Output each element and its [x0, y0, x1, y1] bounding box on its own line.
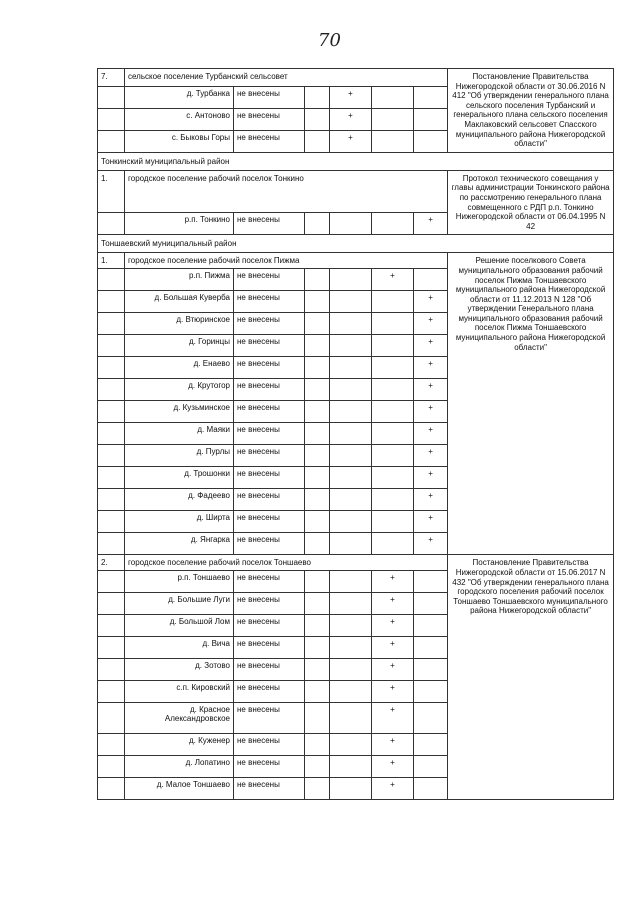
- mark-cell: +: [372, 593, 414, 615]
- mark-cell: [330, 571, 372, 593]
- mark-cell: [330, 423, 372, 445]
- mark-cell: [305, 313, 330, 335]
- mark-cell: [305, 467, 330, 489]
- empty-number-cell: [98, 533, 125, 555]
- empty-number-cell: [98, 108, 125, 130]
- mark-cell: [414, 269, 448, 291]
- locality-name: с. Быковы Горы: [125, 130, 234, 152]
- locality-name: д. Трошонки: [125, 467, 234, 489]
- locality-name: д. Крутогор: [125, 379, 234, 401]
- mark-cell: +: [372, 637, 414, 659]
- mark-cell: [330, 681, 372, 703]
- mark-cell: [414, 593, 448, 615]
- mark-cell: [414, 734, 448, 756]
- mark-cell: +: [414, 401, 448, 423]
- settlement-header-row: [98, 69, 614, 87]
- mark-cell: +: [414, 313, 448, 335]
- status-cell: не внесены: [234, 357, 305, 379]
- legal-document: Постановление Правительства Нижегородской области от 15.06.2017 N 432 "Об утверждении генерального плана городского поселения рабочий поселок Тоншаево Тоншаевского муниципального района Нижегородской области": [448, 555, 614, 800]
- status-cell: не внесены: [234, 213, 305, 235]
- locality-name: р.п. Тоншаево: [125, 571, 234, 593]
- empty-number-cell: [98, 86, 125, 108]
- settlement-header-row: [98, 555, 614, 571]
- master-plan-table: [97, 68, 614, 800]
- mark-cell: +: [372, 659, 414, 681]
- mark-cell: [330, 291, 372, 313]
- mark-cell: [372, 313, 414, 335]
- mark-cell: [372, 108, 414, 130]
- mark-cell: [330, 593, 372, 615]
- status-cell: не внесены: [234, 659, 305, 681]
- locality-name: д. Фадеево: [125, 489, 234, 511]
- mark-cell: [372, 86, 414, 108]
- district-title: Тоншаевский муниципальный район: [98, 235, 614, 253]
- status-cell: не внесены: [234, 335, 305, 357]
- mark-cell: [305, 615, 330, 637]
- settlement-title: городское поселение рабочий поселок Тонкино: [125, 170, 448, 213]
- mark-cell: +: [414, 379, 448, 401]
- legal-document: Постановление Правительства Нижегородской области от 30.06.2016 N 412 "Об утверждении генерального плана сельского поселения Турбанский и генерального плана сельского поселения Маклаковский сельсовет Спасского муниципального района Нижегородской области": [448, 69, 614, 153]
- mark-cell: [414, 571, 448, 593]
- mark-cell: +: [372, 615, 414, 637]
- mark-cell: [372, 511, 414, 533]
- mark-cell: +: [414, 423, 448, 445]
- mark-cell: [330, 269, 372, 291]
- mark-cell: [305, 533, 330, 555]
- mark-cell: +: [330, 130, 372, 152]
- empty-number-cell: [98, 423, 125, 445]
- empty-number-cell: [98, 681, 125, 703]
- mark-cell: [305, 213, 330, 235]
- status-cell: не внесены: [234, 86, 305, 108]
- locality-name: д. Ширта: [125, 511, 234, 533]
- mark-cell: [305, 637, 330, 659]
- mark-cell: [330, 467, 372, 489]
- mark-cell: [305, 445, 330, 467]
- mark-cell: [330, 615, 372, 637]
- status-cell: не внесены: [234, 313, 305, 335]
- empty-number-cell: [98, 401, 125, 423]
- settlement-title: сельское поселение Турбанский сельсовет: [125, 69, 448, 87]
- mark-cell: [372, 533, 414, 555]
- empty-number-cell: [98, 489, 125, 511]
- empty-number-cell: [98, 703, 125, 734]
- mark-cell: [330, 335, 372, 357]
- mark-cell: [372, 335, 414, 357]
- mark-cell: [372, 130, 414, 152]
- mark-cell: [330, 379, 372, 401]
- empty-number-cell: [98, 313, 125, 335]
- mark-cell: [372, 401, 414, 423]
- settlement-header-row: [98, 170, 614, 213]
- mark-cell: [372, 213, 414, 235]
- locality-name: д. Енаево: [125, 357, 234, 379]
- empty-number-cell: [98, 615, 125, 637]
- empty-number-cell: [98, 511, 125, 533]
- mark-cell: +: [372, 756, 414, 778]
- mark-cell: [414, 703, 448, 734]
- mark-cell: [414, 637, 448, 659]
- mark-cell: [414, 130, 448, 152]
- empty-number-cell: [98, 291, 125, 313]
- settlement-number: 2.: [98, 555, 125, 571]
- locality-name: д. Пурлы: [125, 445, 234, 467]
- status-cell: не внесены: [234, 533, 305, 555]
- mark-cell: +: [414, 357, 448, 379]
- mark-cell: [372, 489, 414, 511]
- mark-cell: [330, 637, 372, 659]
- empty-number-cell: [98, 130, 125, 152]
- status-cell: не внесены: [234, 291, 305, 313]
- status-cell: не внесены: [234, 379, 305, 401]
- locality-name: д. Втюринское: [125, 313, 234, 335]
- mark-cell: [305, 291, 330, 313]
- mark-cell: [330, 313, 372, 335]
- locality-name: д. Турбанка: [125, 86, 234, 108]
- locality-name: д. Вича: [125, 637, 234, 659]
- mark-cell: [330, 357, 372, 379]
- locality-name: д. Большие Луги: [125, 593, 234, 615]
- mark-cell: [330, 401, 372, 423]
- district-row: [98, 235, 614, 253]
- mark-cell: +: [414, 445, 448, 467]
- mark-cell: [330, 445, 372, 467]
- mark-cell: +: [414, 511, 448, 533]
- mark-cell: [305, 335, 330, 357]
- mark-cell: [305, 269, 330, 291]
- mark-cell: [305, 734, 330, 756]
- locality-name: д. Лопатино: [125, 756, 234, 778]
- settlement-number: 1.: [98, 170, 125, 213]
- mark-cell: [305, 357, 330, 379]
- mark-cell: [305, 659, 330, 681]
- mark-cell: [330, 703, 372, 734]
- mark-cell: [372, 357, 414, 379]
- empty-number-cell: [98, 213, 125, 235]
- status-cell: не внесены: [234, 637, 305, 659]
- empty-number-cell: [98, 445, 125, 467]
- mark-cell: +: [372, 734, 414, 756]
- mark-cell: [414, 615, 448, 637]
- mark-cell: [305, 130, 330, 152]
- mark-cell: +: [414, 291, 448, 313]
- mark-cell: [414, 778, 448, 800]
- mark-cell: +: [414, 533, 448, 555]
- mark-cell: [330, 734, 372, 756]
- status-cell: не внесены: [234, 756, 305, 778]
- empty-number-cell: [98, 379, 125, 401]
- mark-cell: [372, 423, 414, 445]
- mark-cell: [305, 778, 330, 800]
- locality-name: д. Горинцы: [125, 335, 234, 357]
- mark-cell: +: [372, 269, 414, 291]
- mark-cell: [414, 681, 448, 703]
- mark-cell: [330, 213, 372, 235]
- mark-cell: [330, 489, 372, 511]
- mark-cell: +: [414, 467, 448, 489]
- empty-number-cell: [98, 269, 125, 291]
- status-cell: не внесены: [234, 401, 305, 423]
- status-cell: не внесены: [234, 681, 305, 703]
- district-row: [98, 152, 614, 170]
- status-cell: не внесены: [234, 489, 305, 511]
- mark-cell: [372, 467, 414, 489]
- status-cell: не внесены: [234, 511, 305, 533]
- empty-number-cell: [98, 571, 125, 593]
- locality-name: д. Зотово: [125, 659, 234, 681]
- mark-cell: [305, 511, 330, 533]
- status-cell: не внесены: [234, 467, 305, 489]
- mark-cell: +: [372, 778, 414, 800]
- mark-cell: [305, 423, 330, 445]
- empty-number-cell: [98, 593, 125, 615]
- settlement-header-row: [98, 253, 614, 269]
- mark-cell: +: [330, 108, 372, 130]
- status-cell: не внесены: [234, 703, 305, 734]
- mark-cell: +: [372, 703, 414, 734]
- page-number: 70: [318, 30, 341, 51]
- empty-number-cell: [98, 357, 125, 379]
- mark-cell: +: [414, 335, 448, 357]
- mark-cell: [305, 108, 330, 130]
- locality-name: р.п. Пижма: [125, 269, 234, 291]
- legal-document: Решение поселкового Совета муниципального образования рабочий поселок Пижма Тоншаевского муниципального района Нижегородской области от 11.12.2013 N 128 "Об утверждении Генерального плана муниципального образования рабочий поселок Пижма Тоншаевского муниципального района Нижегородской области": [448, 253, 614, 555]
- mark-cell: [305, 756, 330, 778]
- mark-cell: +: [414, 489, 448, 511]
- locality-name: д. Кузьминское: [125, 401, 234, 423]
- mark-cell: [305, 489, 330, 511]
- mark-cell: [305, 86, 330, 108]
- mark-cell: [414, 659, 448, 681]
- settlement-title: городское поселение рабочий поселок Тоншаево: [125, 555, 448, 571]
- mark-cell: [305, 379, 330, 401]
- locality-name: р.п. Тонкино: [125, 213, 234, 235]
- empty-number-cell: [98, 637, 125, 659]
- mark-cell: [305, 703, 330, 734]
- mark-cell: [305, 681, 330, 703]
- status-cell: не внесены: [234, 593, 305, 615]
- empty-number-cell: [98, 467, 125, 489]
- status-cell: не внесены: [234, 130, 305, 152]
- legal-document: Протокол технического совещания у главы администрации Тонкинского района по рассмотрению генерального плана совмещенного с РДП р.п. Тонкино Нижегородской области от 06.04.1995 N 42: [448, 170, 614, 235]
- status-cell: не внесены: [234, 734, 305, 756]
- mark-cell: [330, 511, 372, 533]
- mark-cell: +: [372, 681, 414, 703]
- mark-cell: [330, 659, 372, 681]
- empty-number-cell: [98, 778, 125, 800]
- mark-cell: +: [414, 213, 448, 235]
- mark-cell: [414, 756, 448, 778]
- status-cell: не внесены: [234, 423, 305, 445]
- mark-cell: [330, 533, 372, 555]
- status-cell: не внесены: [234, 615, 305, 637]
- empty-number-cell: [98, 659, 125, 681]
- mark-cell: [305, 571, 330, 593]
- empty-number-cell: [98, 335, 125, 357]
- mark-cell: [372, 291, 414, 313]
- mark-cell: [414, 108, 448, 130]
- settlement-title: городское поселение рабочий поселок Пижма: [125, 253, 448, 269]
- district-title: Тонкинский муниципальный район: [98, 152, 614, 170]
- mark-cell: +: [372, 571, 414, 593]
- locality-name: д. Янгарка: [125, 533, 234, 555]
- status-cell: не внесены: [234, 269, 305, 291]
- locality-name: д. Малое Тоншаево: [125, 778, 234, 800]
- empty-number-cell: [98, 734, 125, 756]
- mark-cell: +: [330, 86, 372, 108]
- mark-cell: [330, 756, 372, 778]
- status-cell: не внесены: [234, 778, 305, 800]
- status-cell: не внесены: [234, 108, 305, 130]
- mark-cell: [305, 593, 330, 615]
- locality-name: д. Куженер: [125, 734, 234, 756]
- locality-name: с. Антоново: [125, 108, 234, 130]
- mark-cell: [330, 778, 372, 800]
- mark-cell: [414, 86, 448, 108]
- locality-name: д. Маяки: [125, 423, 234, 445]
- locality-name: д. Большой Лом: [125, 615, 234, 637]
- mark-cell: [305, 401, 330, 423]
- mark-cell: [372, 445, 414, 467]
- settlement-number: 1.: [98, 253, 125, 269]
- empty-number-cell: [98, 756, 125, 778]
- status-cell: не внесены: [234, 445, 305, 467]
- settlement-number: 7.: [98, 69, 125, 87]
- locality-name: д. Красное Александровское: [125, 703, 234, 734]
- locality-name: д. Большая Куверба: [125, 291, 234, 313]
- mark-cell: [372, 379, 414, 401]
- locality-name: с.п. Кировский: [125, 681, 234, 703]
- status-cell: не внесены: [234, 571, 305, 593]
